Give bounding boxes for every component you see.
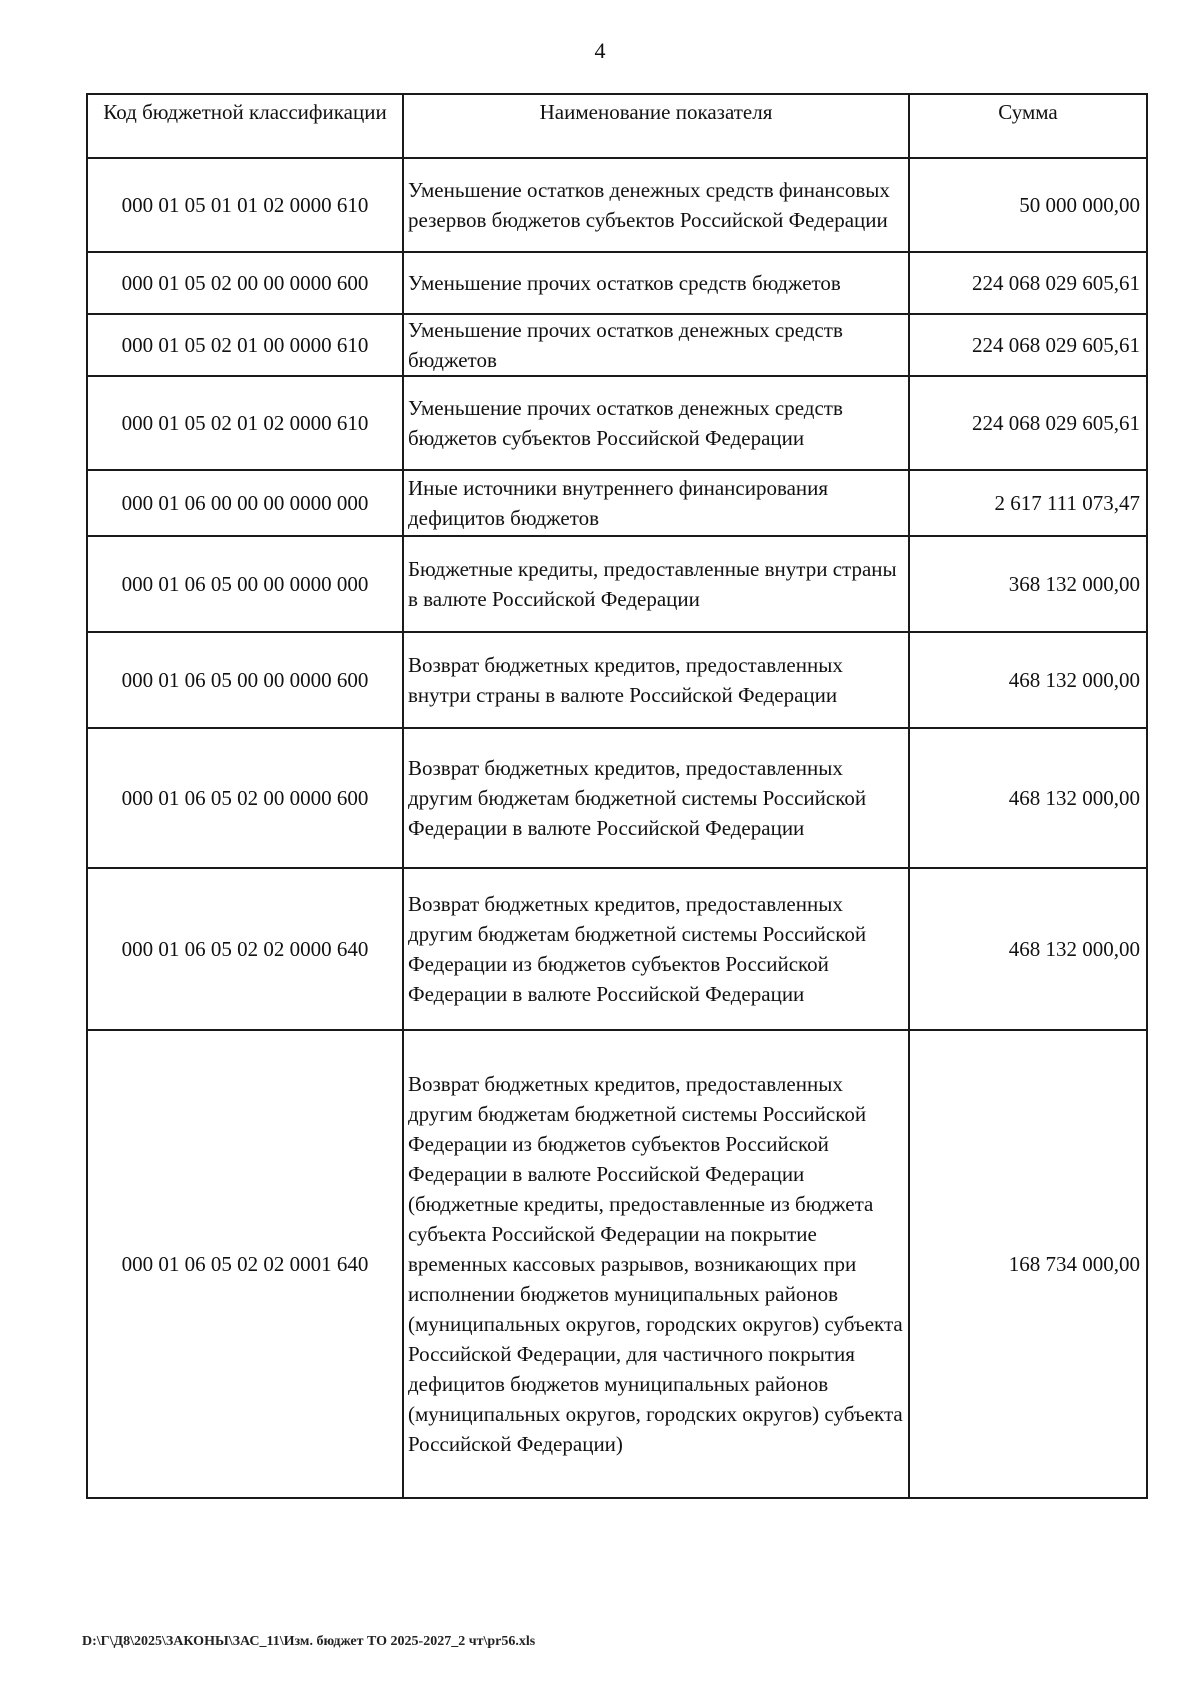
row-name: Возврат бюджетных кредитов, предоставленных внутри страны в валюте Российской Федерации [403,632,909,728]
row-name: Бюджетные кредиты, предоставленные внутри страны в валюте Российской Федерации [403,536,909,632]
row-code: 000 01 05 02 01 00 0000 610 [87,314,403,376]
row-name: Уменьшение прочих остатков денежных средств бюджетов субъектов Российской Федерации [403,376,909,470]
table-row [87,728,1147,868]
row-code: 000 01 06 05 02 02 0001 640 [87,1030,403,1498]
row-name: Иные источники внутреннего финансирования дефицитов бюджетов [403,470,909,536]
row-sum: 468 132 000,00 [909,632,1147,728]
header-code: Код бюджетной классификации [87,94,403,158]
table-row [87,158,1147,252]
table-row [87,1030,1147,1498]
table-row [87,252,1147,314]
row-sum: 468 132 000,00 [909,868,1147,1030]
row-code: 000 01 06 05 00 00 0000 600 [87,632,403,728]
row-sum: 224 068 029 605,61 [909,376,1147,470]
row-name: Уменьшение прочих остатков денежных средств бюджетов [403,314,909,376]
footer-file-path: D:\Г\Д8\2025\ЗАКОНЫ\ЗАС_11\Изм. бюджет ТО 2025-2027_2 чт\pr56.xls [82,1634,536,1649]
row-code: 000 01 06 05 00 00 0000 000 [87,536,403,632]
table-row [87,376,1147,470]
row-code: 000 01 05 02 00 00 0000 600 [87,252,403,314]
row-name: Возврат бюджетных кредитов, предоставленных другим бюджетам бюджетной системы Российской Федерации из бюджетов субъектов Российской Федерации в валюте Российской Федерации (бюджетные кредиты, предоставленные из бюджета субъекта Российской Федерации на покрытие временных кассовых разрывов, возникающих при исполнении бюджетов муниципальных районов (муниципальных округов, городских округов) субъекта Российской Федерации, для частичного покрытия дефицитов бюджетов муниципальных районов (муниципальных округов, городских округов) субъекта Российской Федерации) [403,1030,909,1498]
table-row [87,470,1147,536]
header-name: Наименование показателя [403,94,909,158]
table-header-row [87,94,1147,158]
row-sum: 50 000 000,00 [909,158,1147,252]
row-code: 000 01 05 02 01 02 0000 610 [87,376,403,470]
row-sum: 368 132 000,00 [909,536,1147,632]
page-number: 4 [594,38,606,63]
row-name: Уменьшение прочих остатков средств бюджетов [403,252,909,314]
row-code: 000 01 06 05 02 00 0000 600 [87,728,403,868]
header-sum: Сумма [909,94,1147,158]
table-row [87,868,1147,1030]
budget-table [86,93,1148,1499]
row-code: 000 01 05 01 01 02 0000 610 [87,158,403,252]
table-row [87,314,1147,376]
row-name: Уменьшение остатков денежных средств финансовых резервов бюджетов субъектов Российской Федерации [403,158,909,252]
row-code: 000 01 06 05 02 02 0000 640 [87,868,403,1030]
row-sum: 224 068 029 605,61 [909,252,1147,314]
table-row [87,536,1147,632]
row-sum: 468 132 000,00 [909,728,1147,868]
row-sum: 168 734 000,00 [909,1030,1147,1498]
row-code: 000 01 06 00 00 00 0000 000 [87,470,403,536]
row-name: Возврат бюджетных кредитов, предоставленных другим бюджетам бюджетной системы Российской Федерации в валюте Российской Федерации [403,728,909,868]
row-sum: 224 068 029 605,61 [909,314,1147,376]
table-row [87,632,1147,728]
row-name: Возврат бюджетных кредитов, предоставленных другим бюджетам бюджетной системы Российской Федерации из бюджетов субъектов Российской Федерации в валюте Российской Федерации [403,868,909,1030]
row-sum: 2 617 111 073,47 [909,470,1147,536]
